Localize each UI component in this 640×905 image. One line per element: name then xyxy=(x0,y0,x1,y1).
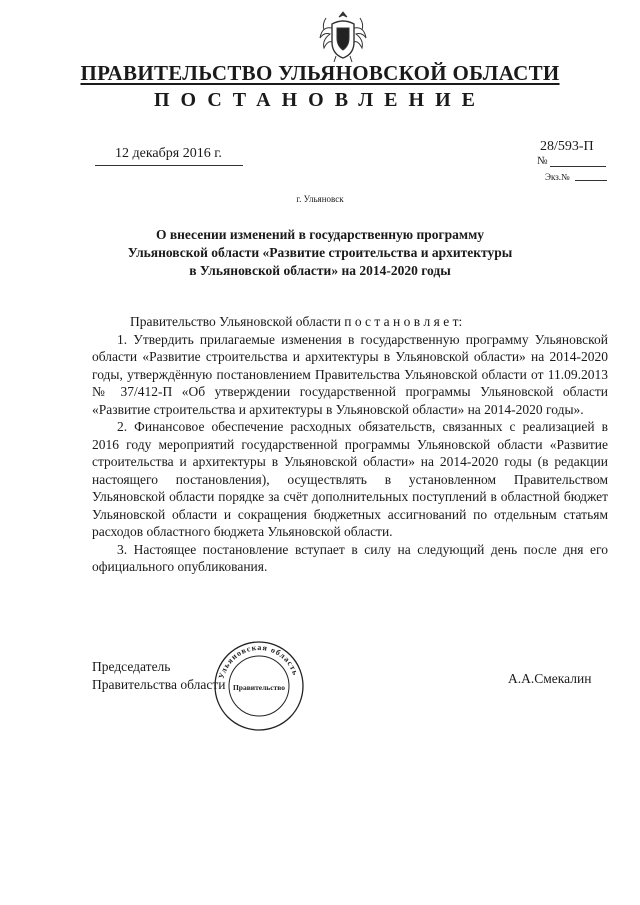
body-paragraph: 2. Финансовое обеспечение расходных обязательств, связанных с реализацией в 2016 году мероприятий государственной программы Ульяновской области «Развитие строительства и архитектуры в Ульяновской области» на 2014-2020 годы (в редакции настоящего постановления), осуществлять в установленном Правительством Ульяновской области порядке за счёт дополнительных поступлений в областной бюджет Ульяновской области и сокращения бюджетных ассигнований по отдельным статьям расходов областного бюджета Ульяновской области. xyxy=(92,419,608,539)
subject-line: Ульяновской области «Развитие строительства и архитектуры xyxy=(127,245,513,260)
subject-line: О внесении изменений в государственную программу xyxy=(155,227,485,242)
number-underline xyxy=(550,166,606,167)
svg-text:Ульяновская область xyxy=(217,643,301,680)
copy-number-label: Экз.№ xyxy=(545,172,570,182)
document-body xyxy=(92,313,608,576)
copy-number-underline xyxy=(575,180,607,181)
signatory-name: А.А.Смекалин xyxy=(508,671,592,686)
seal-outer-text: Ульяновская область xyxy=(216,642,301,680)
subject-line: в Ульяновской области» на 2014-2020 годы xyxy=(189,263,451,278)
city-label: г. Ульяновск xyxy=(296,194,344,204)
official-seal xyxy=(213,640,305,732)
document-subject xyxy=(60,226,580,280)
number-label: № xyxy=(537,155,548,167)
body-paragraph: 3. Настоящее постановление вступает в силу на следующий день после дня его официального опубликования. xyxy=(92,541,608,574)
signatory-role: Председатель xyxy=(92,659,171,674)
document-type-title: ПОСТАНОВЛЕНИЕ xyxy=(154,89,486,111)
government-title: ПРАВИТЕЛЬСТВО УЛЬЯНОВСКОЙ ОБЛАСТИ xyxy=(80,61,560,85)
body-paragraph: 1. Утвердить прилагаемые изменения в государственную программу Ульяновской области «Развитие строительства и архитектуры в Ульяновской области» на 2014-2020 годы, утверждённую постановлением Правительства Ульяновской области от 11.09.2013 № 37/412-П «Об утверждении государственной программы Ульяновской области «Развитие строительства и архитектуры в Ульяновской области» на 2014-2020 годы». xyxy=(92,331,608,417)
document-date: 12 декабря 2016 г. xyxy=(115,146,222,161)
coat-of-arms-icon xyxy=(312,4,374,66)
seal-inner-text: Правительство xyxy=(232,683,286,692)
body-intro: Правительство Ульяновской области п о с т а н о в л я е т: xyxy=(130,314,463,329)
signatory-role: Правительства области xyxy=(92,677,226,692)
date-underline xyxy=(95,165,243,166)
document-number: 28/593-П xyxy=(540,139,594,154)
